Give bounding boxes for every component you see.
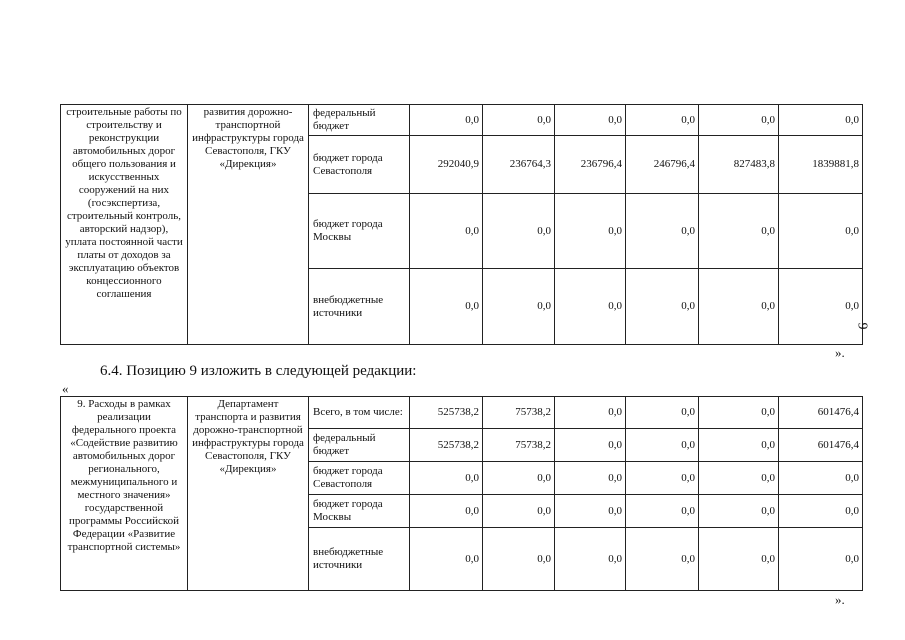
value-cell: 0,0: [626, 194, 699, 269]
opening-quote: «: [62, 381, 69, 396]
value-cell: 0,0: [626, 495, 699, 528]
funding-source: бюджет города Севастополя: [309, 136, 410, 194]
section-heading: 6.4. Позицию 9 изложить в следующей редакции:: [100, 363, 417, 379]
measure-description: строительные работы по строительству и реконструкции автомобильных дорог общего пользования и искусственных сооружений на них (госэкспертиза, строительный контроль, авторский надзор), уплата постоянной части платы от доходов за эксплуатацию объектов концессионного соглашения: [61, 105, 188, 345]
funding-source: федеральный бюджет: [309, 105, 410, 136]
value-cell: 0,0: [699, 528, 779, 591]
value-cell: 0,0: [483, 105, 555, 136]
value-cell: 0,0: [555, 495, 626, 528]
value-cell: 0,0: [699, 462, 779, 495]
funding-source: внебюджетные источники: [309, 269, 410, 345]
value-cell: 525738,2: [410, 429, 483, 462]
page-number: 9: [854, 322, 870, 330]
value-cell: 0,0: [410, 462, 483, 495]
value-cell: 0,0: [779, 194, 863, 269]
value-cell: 0,0: [699, 269, 779, 345]
funding-source: федеральный бюджет: [309, 429, 410, 462]
value-cell: 0,0: [779, 495, 863, 528]
value-cell: 0,0: [779, 105, 863, 136]
value-cell: 0,0: [626, 105, 699, 136]
measure-executor: Департамент транспорта и развития дорожно-транспортной инфраструктуры города Севастополя, ГКУ «Дирекция»: [188, 397, 309, 591]
budget-table-continued: [60, 104, 863, 345]
value-cell: 0,0: [410, 105, 483, 136]
value-cell: 0,0: [626, 462, 699, 495]
value-cell: 246796,4: [626, 136, 699, 194]
value-cell: 601476,4: [779, 429, 863, 462]
value-cell: 292040,9: [410, 136, 483, 194]
value-cell: 601476,4: [779, 397, 863, 429]
value-cell: 0,0: [779, 269, 863, 345]
value-cell: 0,0: [410, 495, 483, 528]
value-cell: 0,0: [483, 269, 555, 345]
value-cell: 0,0: [699, 105, 779, 136]
value-cell: 0,0: [483, 528, 555, 591]
funding-source: бюджет города Москвы: [309, 495, 410, 528]
value-cell: 0,0: [555, 194, 626, 269]
funding-source: бюджет города Севастополя: [309, 462, 410, 495]
budget-table-position-9: [60, 396, 863, 591]
funding-source: Всего, в том числе:: [309, 397, 410, 429]
value-cell: 0,0: [626, 397, 699, 429]
value-cell: 1839881,8: [779, 136, 863, 194]
value-cell: 0,0: [410, 269, 483, 345]
funding-source: бюджет города Москвы: [309, 194, 410, 269]
value-cell: 525738,2: [410, 397, 483, 429]
value-cell: 0,0: [555, 397, 626, 429]
value-cell: 827483,8: [699, 136, 779, 194]
table-row: [61, 105, 863, 136]
value-cell: 0,0: [483, 495, 555, 528]
closing-quote: ».: [835, 592, 845, 607]
value-cell: 0,0: [410, 194, 483, 269]
measure-executor: развития дорожно-транспортной инфраструктуры города Севастополя, ГКУ «Дирекция»: [188, 105, 309, 345]
value-cell: 0,0: [626, 429, 699, 462]
value-cell: 0,0: [699, 397, 779, 429]
value-cell: 0,0: [555, 528, 626, 591]
value-cell: 0,0: [555, 462, 626, 495]
measure-description: 9. Расходы в рамках реализации федерального проекта «Содействие развитию автомобильных дорог регионального, межмуниципального и местного значения» государственной программы Российской Федерации «Развитие транспортной системы»: [61, 397, 188, 591]
value-cell: 0,0: [483, 462, 555, 495]
value-cell: 0,0: [699, 429, 779, 462]
value-cell: 0,0: [483, 194, 555, 269]
value-cell: 0,0: [555, 269, 626, 345]
value-cell: 0,0: [699, 495, 779, 528]
value-cell: 0,0: [626, 269, 699, 345]
value-cell: 0,0: [699, 194, 779, 269]
table-row: [61, 397, 863, 429]
value-cell: 0,0: [555, 105, 626, 136]
value-cell: 0,0: [779, 462, 863, 495]
value-cell: 75738,2: [483, 397, 555, 429]
funding-source: внебюджетные источники: [309, 528, 410, 591]
closing-quote: ».: [835, 345, 845, 360]
value-cell: 236796,4: [555, 136, 626, 194]
value-cell: 0,0: [410, 528, 483, 591]
value-cell: 0,0: [626, 528, 699, 591]
value-cell: 75738,2: [483, 429, 555, 462]
value-cell: 236764,3: [483, 136, 555, 194]
value-cell: 0,0: [555, 429, 626, 462]
value-cell: 0,0: [779, 528, 863, 591]
